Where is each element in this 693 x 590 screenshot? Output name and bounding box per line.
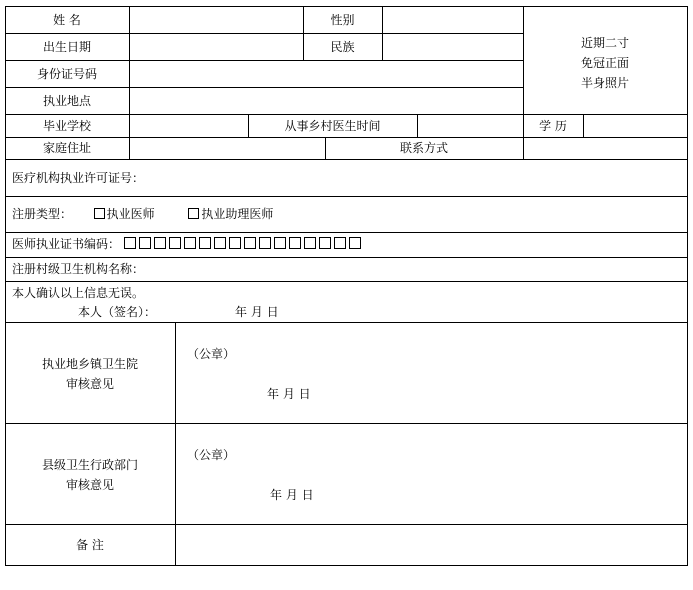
certificate-digit-box[interactable] bbox=[274, 237, 286, 249]
rural-doctor-years-label: 从事乡村医生时间 bbox=[284, 119, 381, 133]
township-date: 年 月 日 bbox=[267, 387, 311, 401]
checkbox-assistant-physician[interactable] bbox=[188, 208, 199, 219]
certificate-digit-box[interactable] bbox=[289, 237, 301, 249]
registration-type-row bbox=[12, 207, 273, 221]
certificate-digit-box[interactable] bbox=[199, 237, 211, 249]
certificate-digit-box[interactable] bbox=[319, 237, 331, 249]
photo-placeholder bbox=[523, 33, 687, 93]
certificate-digit-box[interactable] bbox=[244, 237, 256, 249]
county-review-label: 县级卫生行政部门 审核意见 bbox=[41, 458, 138, 492]
certificate-digit-box[interactable] bbox=[304, 237, 316, 249]
practice-place-label: 执业地点 bbox=[42, 94, 91, 108]
education-label: 学 历 bbox=[539, 119, 567, 133]
certificate-digit-box[interactable] bbox=[154, 237, 166, 249]
checkbox-practicing-physician[interactable] bbox=[94, 208, 105, 219]
option-assistant-physician: 执业助理医师 bbox=[201, 207, 274, 221]
township-review-label: 执业地乡镇卫生院 审核意见 bbox=[41, 357, 138, 391]
clinic-name-label: 注册村级卫生机构名称： bbox=[12, 262, 145, 276]
home-address-label: 家庭住址 bbox=[42, 141, 91, 155]
county-date: 年 月 日 bbox=[270, 488, 314, 502]
certificate-number-label: 医师执业证书编码： bbox=[12, 237, 121, 251]
photo-line: 近期二寸 bbox=[580, 36, 629, 50]
remarks-label: 备 注 bbox=[76, 538, 104, 552]
certificate-digit-box[interactable] bbox=[259, 237, 271, 249]
photo-line: 免冠正面 bbox=[580, 56, 629, 70]
license-number-label: 医疗机构执业许可证号： bbox=[12, 171, 145, 185]
certificate-digit-box[interactable] bbox=[214, 237, 226, 249]
confirmation-text: 本人确认以上信息无误。 bbox=[12, 286, 145, 300]
certificate-row bbox=[12, 237, 364, 251]
ethnicity-label: 民族 bbox=[330, 40, 355, 54]
certificate-digit-box[interactable] bbox=[124, 237, 136, 249]
registration-type-label: 注册类型： bbox=[12, 207, 73, 221]
photo-line: 半身照片 bbox=[580, 76, 629, 90]
certificate-digit-box[interactable] bbox=[349, 237, 361, 249]
township-seal: （公章） bbox=[187, 347, 236, 361]
gender-label: 性别 bbox=[330, 13, 355, 27]
name-label: 姓 名 bbox=[53, 13, 81, 27]
school-label: 毕业学校 bbox=[42, 119, 91, 133]
certificate-digit-box[interactable] bbox=[139, 237, 151, 249]
contact-label: 联系方式 bbox=[399, 141, 448, 155]
signature-label: 本人（签名）： bbox=[78, 305, 157, 319]
option-practicing-physician: 执业医师 bbox=[106, 207, 155, 221]
id-number-label: 身份证号码 bbox=[36, 67, 97, 81]
county-seal: （公章） bbox=[187, 448, 236, 462]
birth-date-label: 出生日期 bbox=[42, 40, 91, 54]
certificate-digit-box[interactable] bbox=[229, 237, 241, 249]
certificate-number-boxes[interactable] bbox=[124, 237, 364, 251]
signature-date: 年 月 日 bbox=[235, 305, 279, 319]
certificate-digit-box[interactable] bbox=[334, 237, 346, 249]
certificate-digit-box[interactable] bbox=[184, 237, 196, 249]
certificate-digit-box[interactable] bbox=[169, 237, 181, 249]
